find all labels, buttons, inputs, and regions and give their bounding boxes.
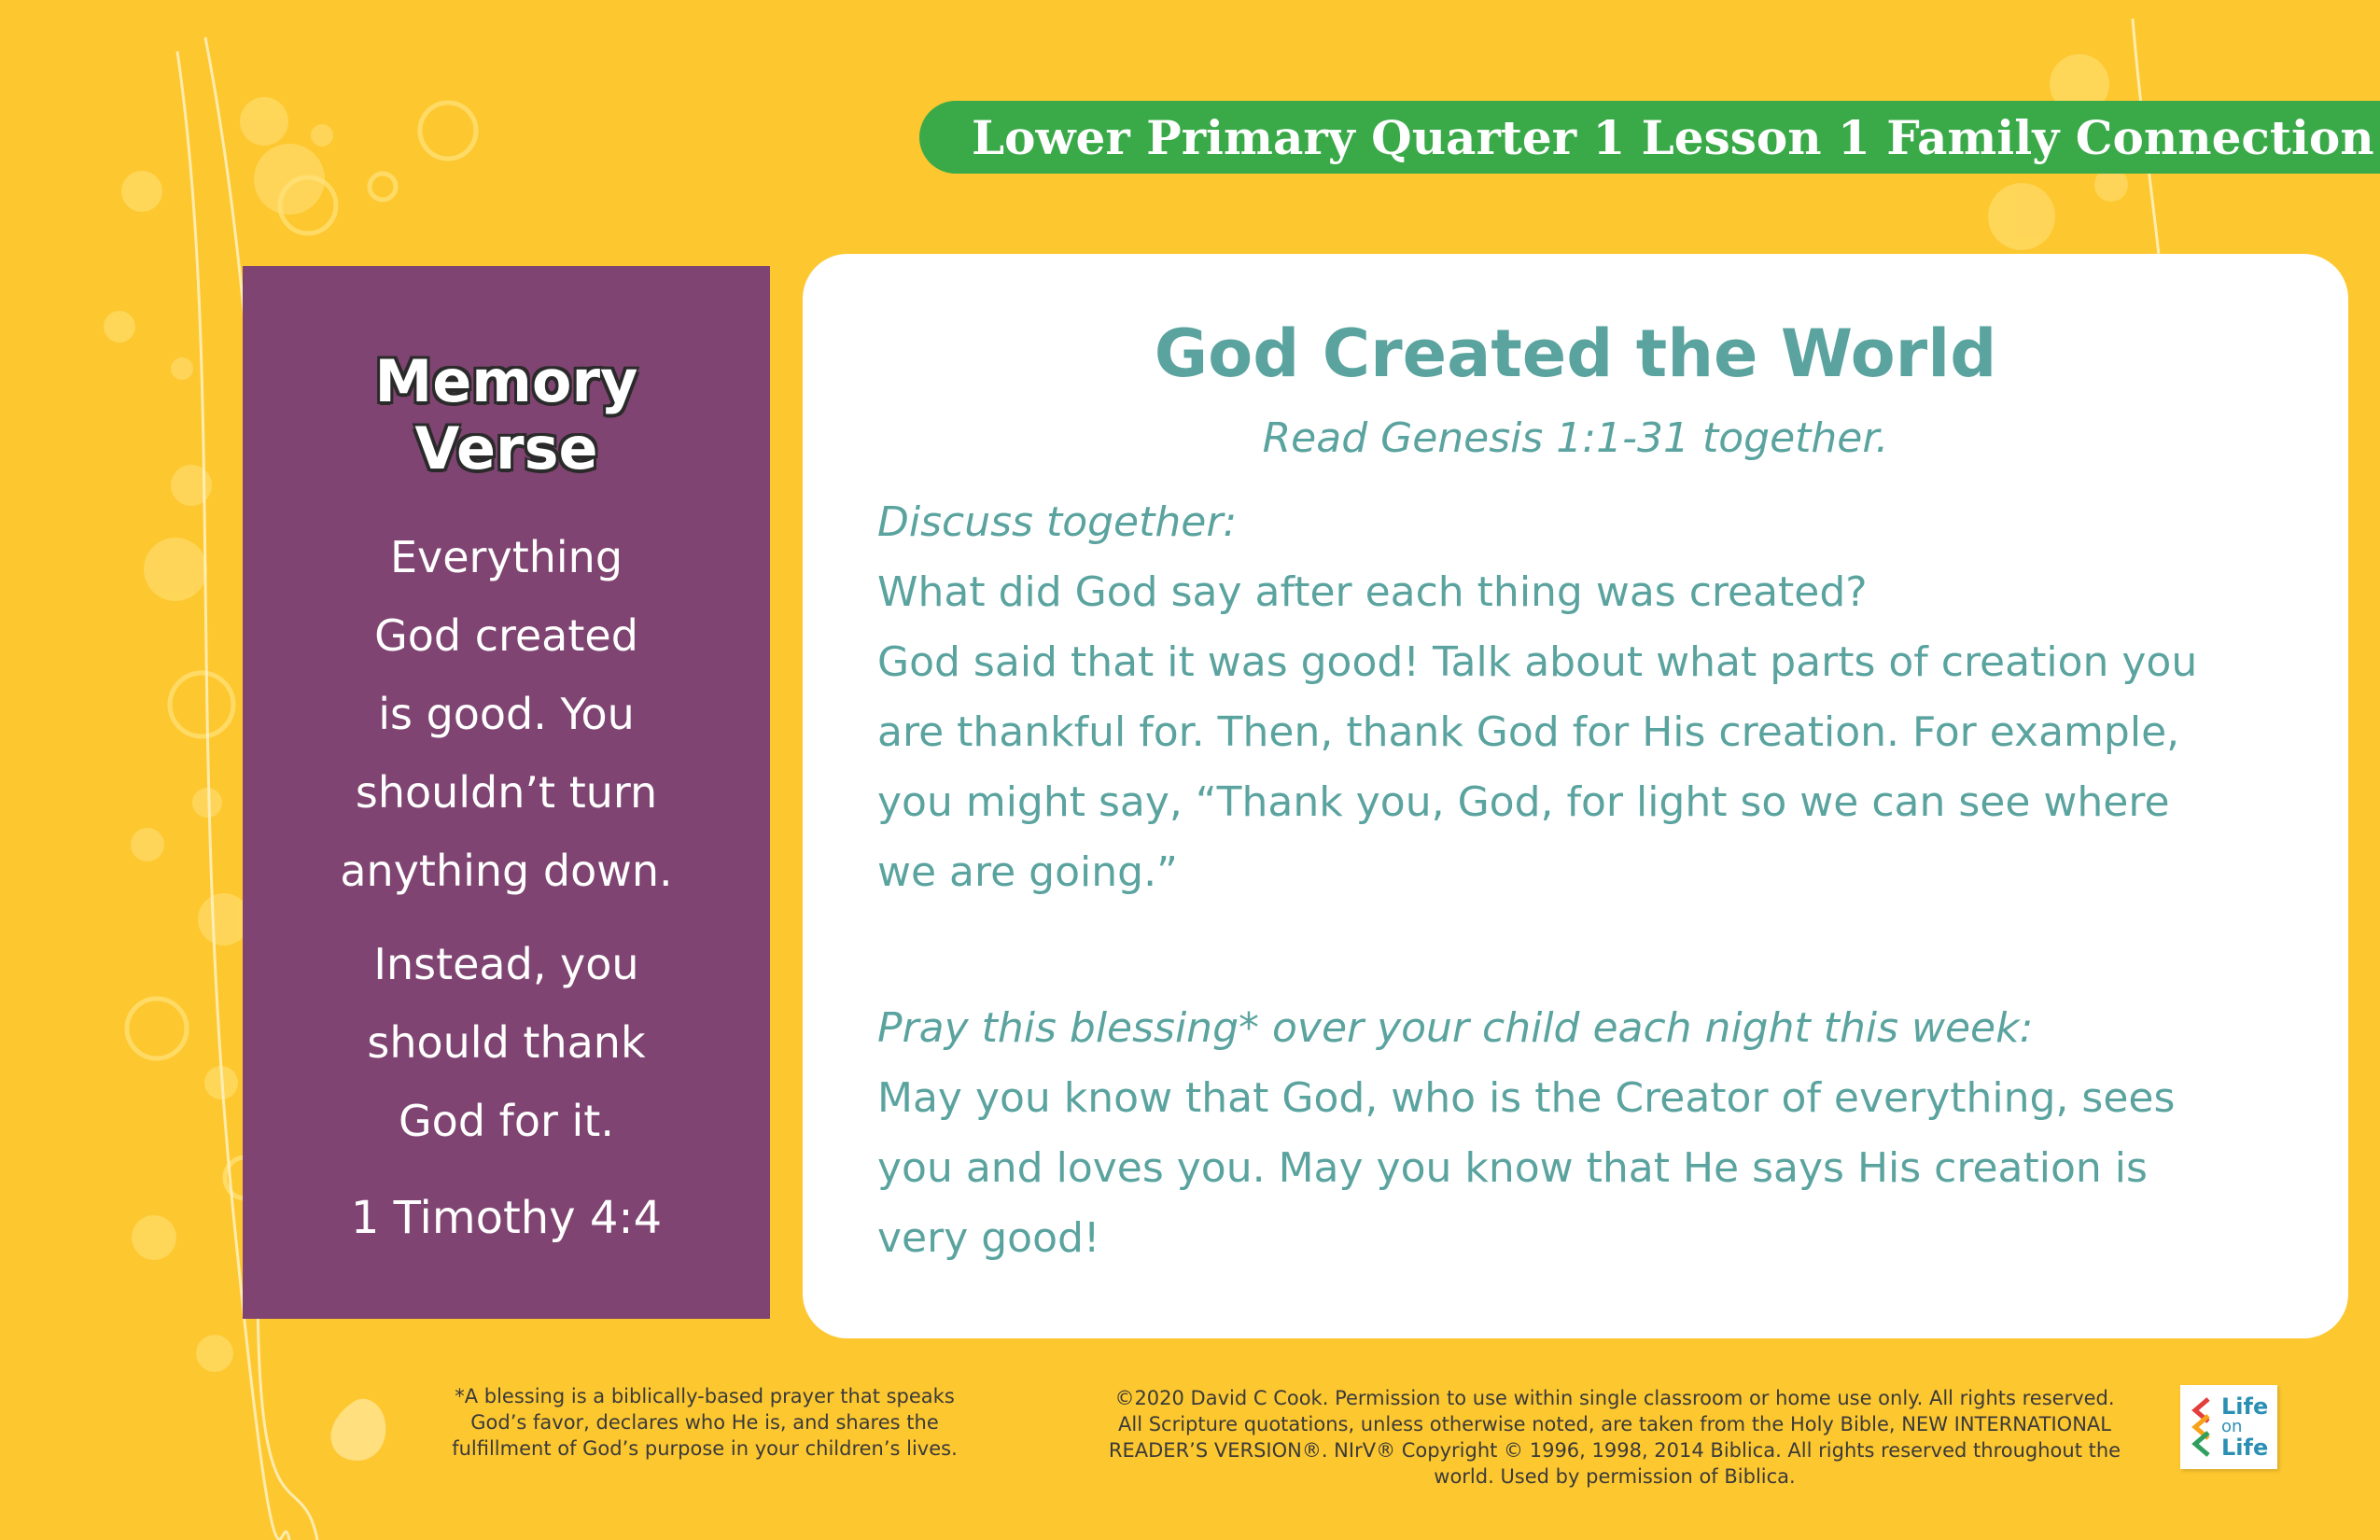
verse-line: God created (374, 610, 638, 661)
memory-verse-reference: 1 Timothy 4:4 (350, 1192, 663, 1244)
lesson-card (803, 254, 2348, 1338)
section-spacer (877, 907, 2296, 993)
memory-verse-text (243, 518, 770, 910)
blessing-label: Pray this blessing* over your child each night this week: (877, 1004, 2034, 1052)
memory-verse-title-line: Verse (414, 414, 598, 483)
discuss-answer-line: you might say, “Thank you, God, for light so we can see where (877, 778, 2170, 826)
memory-verse-title-line: Memory (374, 347, 638, 415)
blessing-line: very good! (877, 1214, 1100, 1262)
discuss-answer-line: God said that it was good! Talk about what parts of creation you (877, 638, 2198, 686)
blessing-line: you and loves you. May you know that He says His creation is (877, 1144, 2148, 1192)
logo-word: on (2221, 1417, 2243, 1436)
discuss-answer-line: we are going.” (877, 848, 1178, 896)
logo-word: Life (2221, 1435, 2269, 1461)
logo-wordmark (2221, 1393, 2269, 1461)
verse-line: God for it. (399, 1096, 614, 1146)
discuss-answer-line: are thankful for. Then, thank God for His creation. For example, (877, 708, 2180, 756)
copyright-line: world. Used by permission of Biblica. (1434, 1465, 1796, 1488)
verse-line: anything down. (340, 846, 673, 896)
life-on-life-mark-icon (2190, 1397, 2214, 1457)
discuss-question: What did God say after each thing was created? (877, 568, 1868, 616)
blessing-line: May you know that God, who is the Creator of everything, sees (877, 1074, 2176, 1122)
verse-line: is good. You (378, 689, 635, 739)
verse-line: Instead, you (373, 939, 639, 989)
copyright-line: ©2020 David C Cook. Permission to use within single classroom or home use only. All rights reserved. (1114, 1387, 2115, 1409)
footnote-line: God’s favor, declares who He is, and shares the (470, 1411, 939, 1434)
footnote-line: *A blessing is a biblically-based prayer that speaks (455, 1385, 955, 1407)
lesson-header-title: Lower Primary Quarter 1 Lesson 1 Family Connection (972, 109, 2374, 165)
verse-line: Everything (389, 532, 623, 582)
copyright-line: READER’S VERSION®. NIrV® Copyright © 1996, 1998, 2014 Biblica. All rights reserved throughout the (1108, 1439, 2121, 1462)
logo-word: Life (2221, 1393, 2269, 1420)
lesson-title: God Created the World (1154, 315, 1997, 392)
lesson-body (877, 487, 2296, 1273)
life-on-life-logo (2180, 1385, 2277, 1469)
footnote-line: fulfillment of God’s purpose in your children’s lives. (452, 1437, 958, 1460)
copyright-notice (1083, 1385, 2147, 1490)
blessing-footnote (439, 1383, 971, 1462)
copyright-line: All Scripture quotations, unless otherwise noted, are taken from the Holy Bible, NEW INTERNATIONAL (1118, 1413, 2111, 1435)
lesson-reading: Read Genesis 1:1-31 together. (1262, 414, 1889, 462)
memory-verse-text-continued (243, 925, 770, 1160)
discuss-label: Discuss together: (877, 498, 1238, 546)
verse-line: should thank (367, 1017, 646, 1068)
lesson-header-bar (919, 101, 2380, 174)
memory-verse-box (243, 266, 770, 1319)
verse-line: shouldn’t turn (355, 767, 658, 818)
memory-verse-title (243, 348, 770, 483)
